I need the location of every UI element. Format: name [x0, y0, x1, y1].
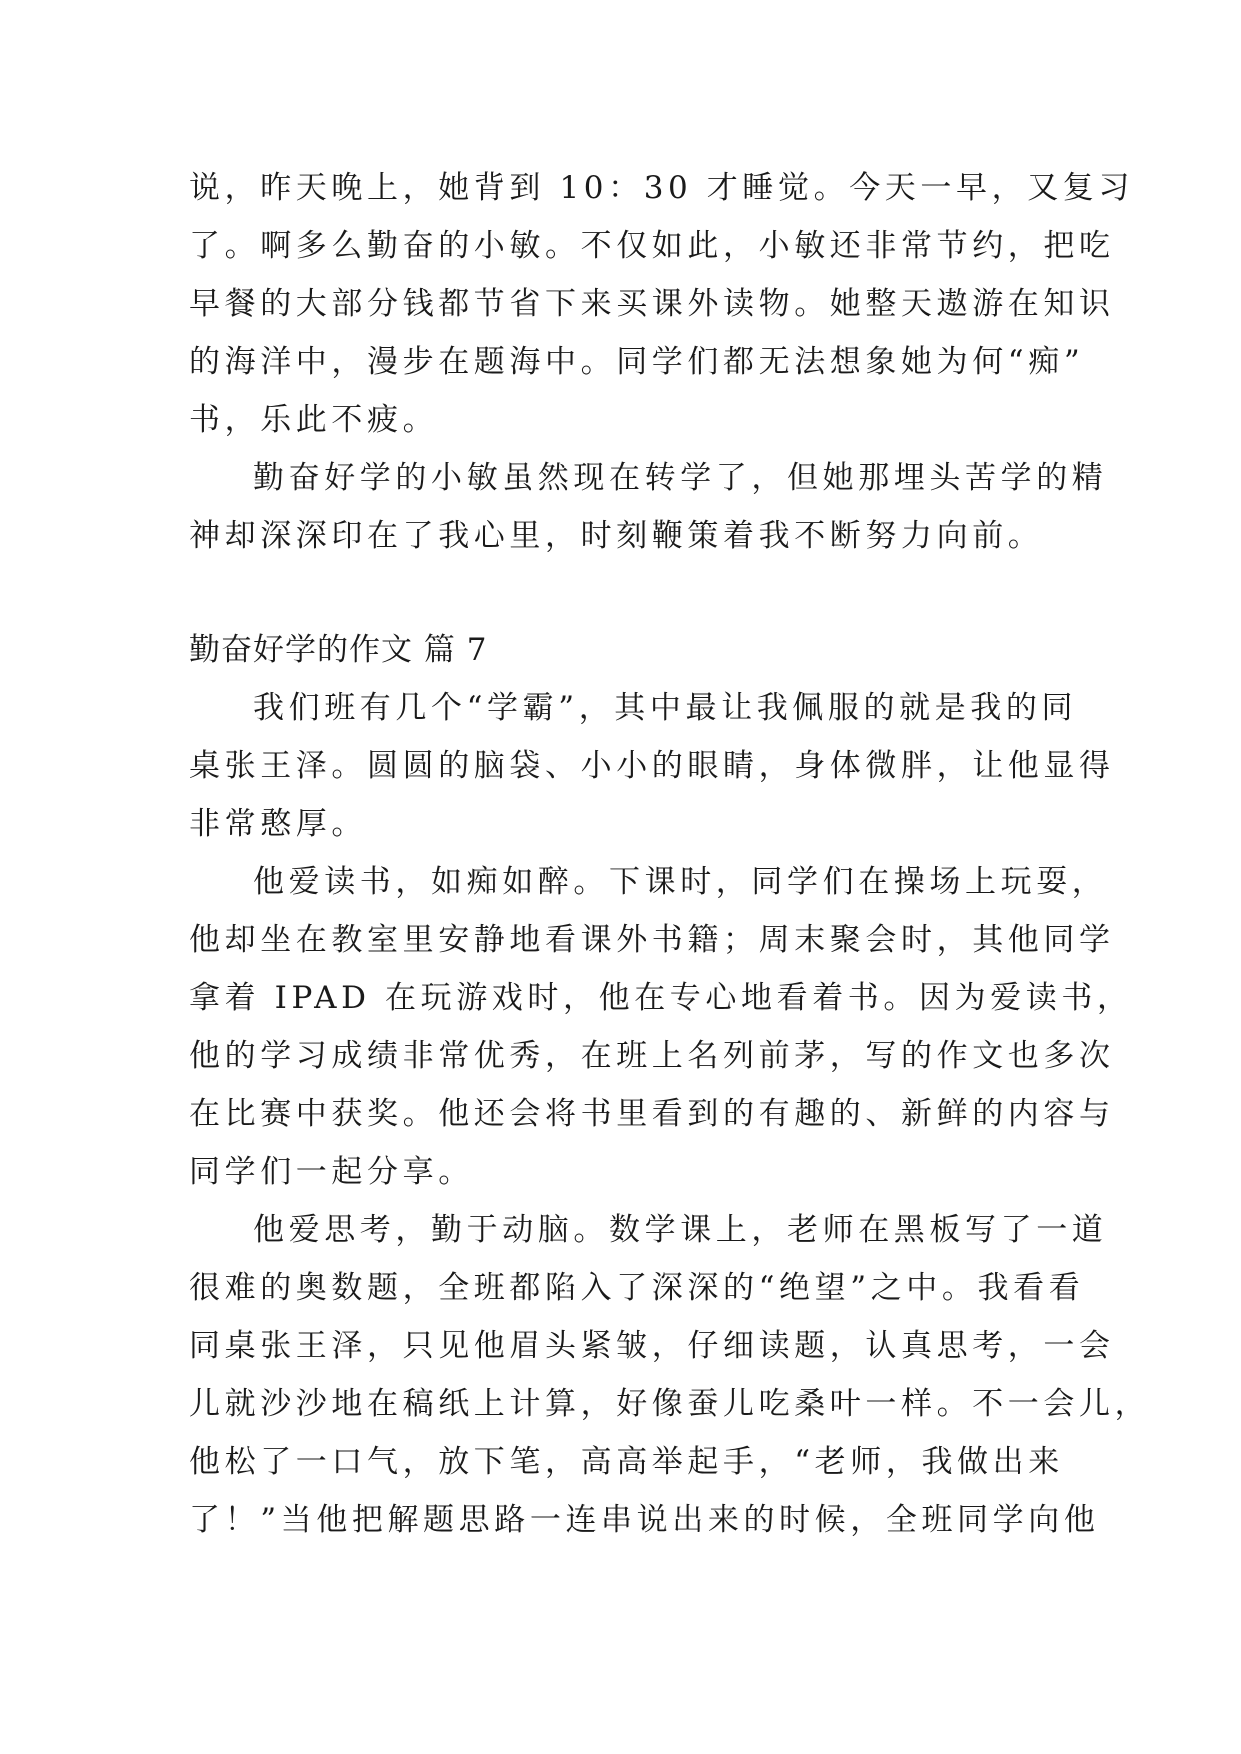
text-line: 他的学习成绩非常优秀，在班上名列前茅，写的作文也多次	[189, 1038, 1115, 1074]
text-line: 拿着 IPAD 在玩游戏时，他在专心地看着书。因为爱读书，	[189, 980, 1133, 1016]
text-line: 神却深深印在了我心里，时刻鞭策着我不断努力向前。	[189, 518, 1044, 554]
section-heading: 勤奋好学的作文 篇 7	[189, 632, 488, 668]
text-line: 书，乐此不疲。	[189, 402, 439, 438]
text-line: 他爱读书，如痴如醉。下课时，同学们在操场上玩耍，	[253, 864, 1108, 900]
text-line: 他松了一口气，放下笔，高高举起手，“老师，我做出来	[189, 1444, 1064, 1480]
text-line: 桌张王泽。圆圆的脑袋、小小的眼睛，身体微胖，让他显得	[189, 748, 1115, 784]
text-line: 我们班有几个“学霸”，其中最让我佩服的就是我的同	[253, 690, 1078, 726]
text-line: 非常憨厚。	[189, 806, 367, 842]
text-line: 他却坐在教室里安静地看课外书籍；周末聚会时，其他同学	[189, 922, 1115, 958]
text-line: 早餐的大部分钱都节省下来买课外读物。她整天遨游在知识	[189, 286, 1115, 322]
text-line: 的海洋中，漫步在题海中。同学们都无法想象她为何“痴”	[189, 344, 1085, 380]
text-line: 了。啊多么勤奋的小敏。不仅如此，小敏还非常节约，把吃	[189, 228, 1115, 264]
text-line: 他爱思考，勤于动脑。数学课上，老师在黑板写了一道	[253, 1212, 1108, 1248]
text-line: 说，昨天晚上，她背到 10：30 才睡觉。今天一早，又复习	[189, 170, 1134, 206]
text-line: 在比赛中获奖。他还会将书里看到的有趣的、新鲜的内容与	[189, 1096, 1115, 1132]
text-line: 同学们一起分享。	[189, 1154, 474, 1190]
text-line: 勤奋好学的小敏虽然现在转学了，但她那埋头苦学的精	[253, 460, 1108, 496]
text-line: 同桌张王泽，只见他眉头紧皱，仔细读题，认真思考，一会	[189, 1328, 1115, 1364]
text-line: 很难的奥数题，全班都陷入了深深的“绝望”之中。我看看	[189, 1270, 1085, 1306]
text-line: 儿就沙沙地在稿纸上计算，好像蚕儿吃桑叶一样。不一会儿，	[189, 1386, 1151, 1422]
text-line: 了！”当他把解题思路一连串说出来的时候，全班同学向他	[189, 1502, 1100, 1538]
